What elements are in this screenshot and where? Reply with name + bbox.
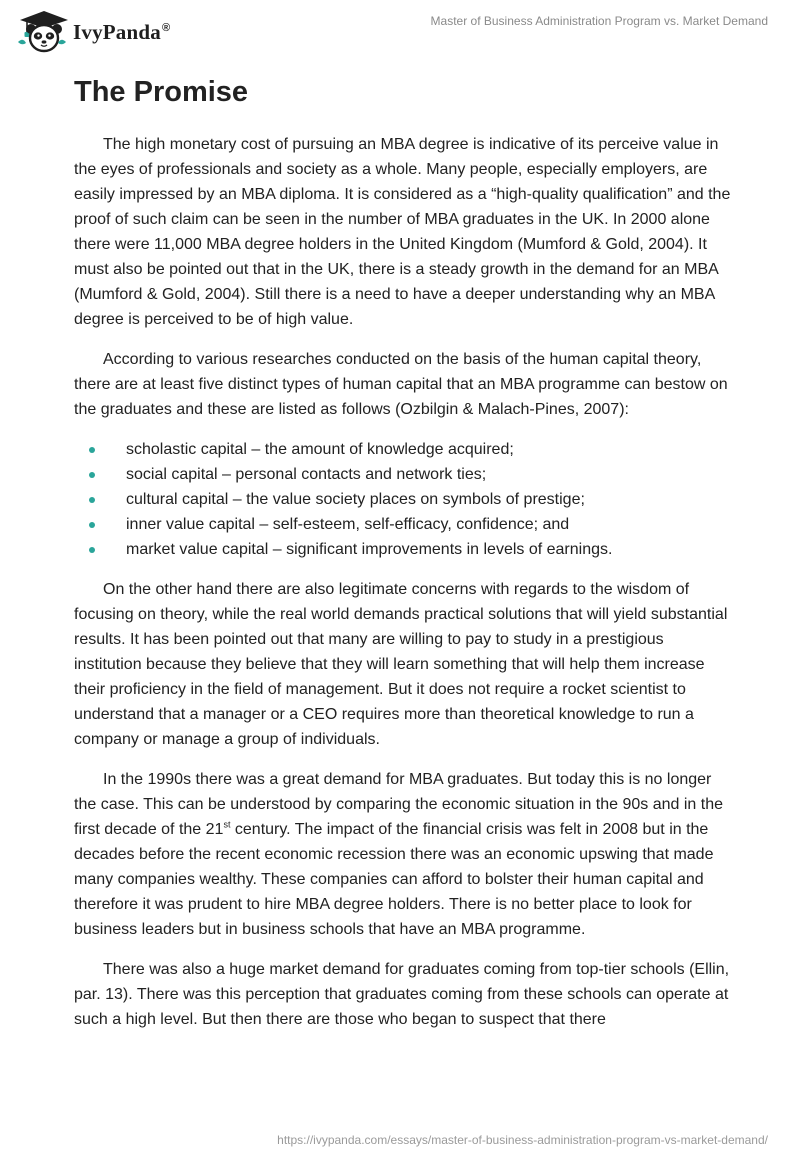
list-item — [74, 487, 734, 512]
list-item — [74, 512, 734, 537]
source-url[interactable]: https://ivypanda.com/essays/master-of-business-administration-program-vs-market-demand/ — [277, 1133, 768, 1147]
page-header — [0, 0, 800, 56]
list-item-text: social capital – personal contacts and network ties; — [126, 466, 487, 483]
bullet-icon — [89, 472, 95, 478]
paragraph-3: On the other hand there are also legitimate concerns with regards to the wisdom of focusing on theory, while the real world demands practical solutions that will yield substantial results. It has been pointed out that many are willing to pay to study in a prestigious institution because they believe that they will learn something that will help them increase their proficiency in the field of management. But it does not require a rocket scientist to understand that a manager or a CEO requires more than theoretical knowledge to run a company or manage a group of individuals. — [74, 581, 728, 748]
list-item-text: cultural capital – the value society places on symbols of prestige; — [126, 491, 585, 508]
paragraph-4-part-b: century. The impact of the financial crisis was felt in 2008 but in the decades before the recent economic recession there was an economic upswing that made many companies wealthy. These companies can afford to bolster their human capital and therefore it was prudent to hire MBA degree holders. There is no better place to look for business leaders but in business schools that have an MBA programme. — [74, 821, 714, 938]
bullet-icon — [89, 497, 95, 503]
bullet-icon — [89, 522, 95, 528]
section-heading: The Promise — [74, 76, 249, 108]
list-item — [74, 437, 734, 462]
list-item-text: inner value capital – self-esteem, self-efficacy, confidence; and — [126, 516, 570, 533]
panda-graduate-icon — [14, 8, 70, 54]
capital-types-list — [74, 437, 734, 562]
paragraph-4-part-a: In the 1990s there was a great demand for MBA graduates. But today this is no longer the case. This can be understood by comparing the economic situation in the 90s and in the first decade of the 21 — [74, 771, 723, 838]
list-item — [74, 462, 734, 487]
bullet-icon — [89, 447, 95, 453]
paragraph-2: According to various researches conducted on the basis of the human capital theory, there are at least five distinct types of human capital that an MBA programme can bestow on the graduates and these are listed as follows (Ozbilgin & Malach-Pines, 2007): — [74, 351, 728, 418]
ivypanda-logo[interactable] — [14, 8, 170, 54]
bullet-icon — [89, 547, 95, 553]
list-item — [74, 537, 734, 562]
registered-mark: ® — [161, 21, 171, 34]
document-title: Master of Business Administration Program vs. Market Demand — [430, 14, 768, 28]
list-item-text: market value capital – significant improvements in levels of earnings. — [126, 541, 613, 558]
article-body — [74, 74, 734, 1047]
paragraph-1: The high monetary cost of pursuing an MBA degree is indicative of its perceive value in the eyes of professionals and society as a whole. Many people, especially employers, are easily impressed by an MBA diploma. It is considered as a “high-quality qualification” and the proof of such claim can be seen in the number of MBA graduates in the UK. In 2000 alone there were 11,000 MBA degree holders in the United Kingdom (Mumford & Gold, 2004). It must also be pointed out that in the UK, there is a steady growth in the demand for an MBA (Mumford & Gold, 2004). Still there is a need to have a deeper understanding why an MBA degree is perceived to be of high value. — [74, 136, 731, 328]
list-item-text: scholastic capital – the amount of knowledge acquired; — [126, 441, 514, 458]
logo-text: IvyPanda® — [73, 19, 171, 44]
paragraph-5: There was also a huge market demand for graduates coming from top-tier schools (Ellin, par. 13). There was this perception that graduates coming from these schools can operate at such a high level. But then there are those who began to suspect that there — [74, 961, 730, 1028]
paragraph-4 — [74, 767, 734, 942]
ordinal-suffix: st — [223, 819, 231, 830]
